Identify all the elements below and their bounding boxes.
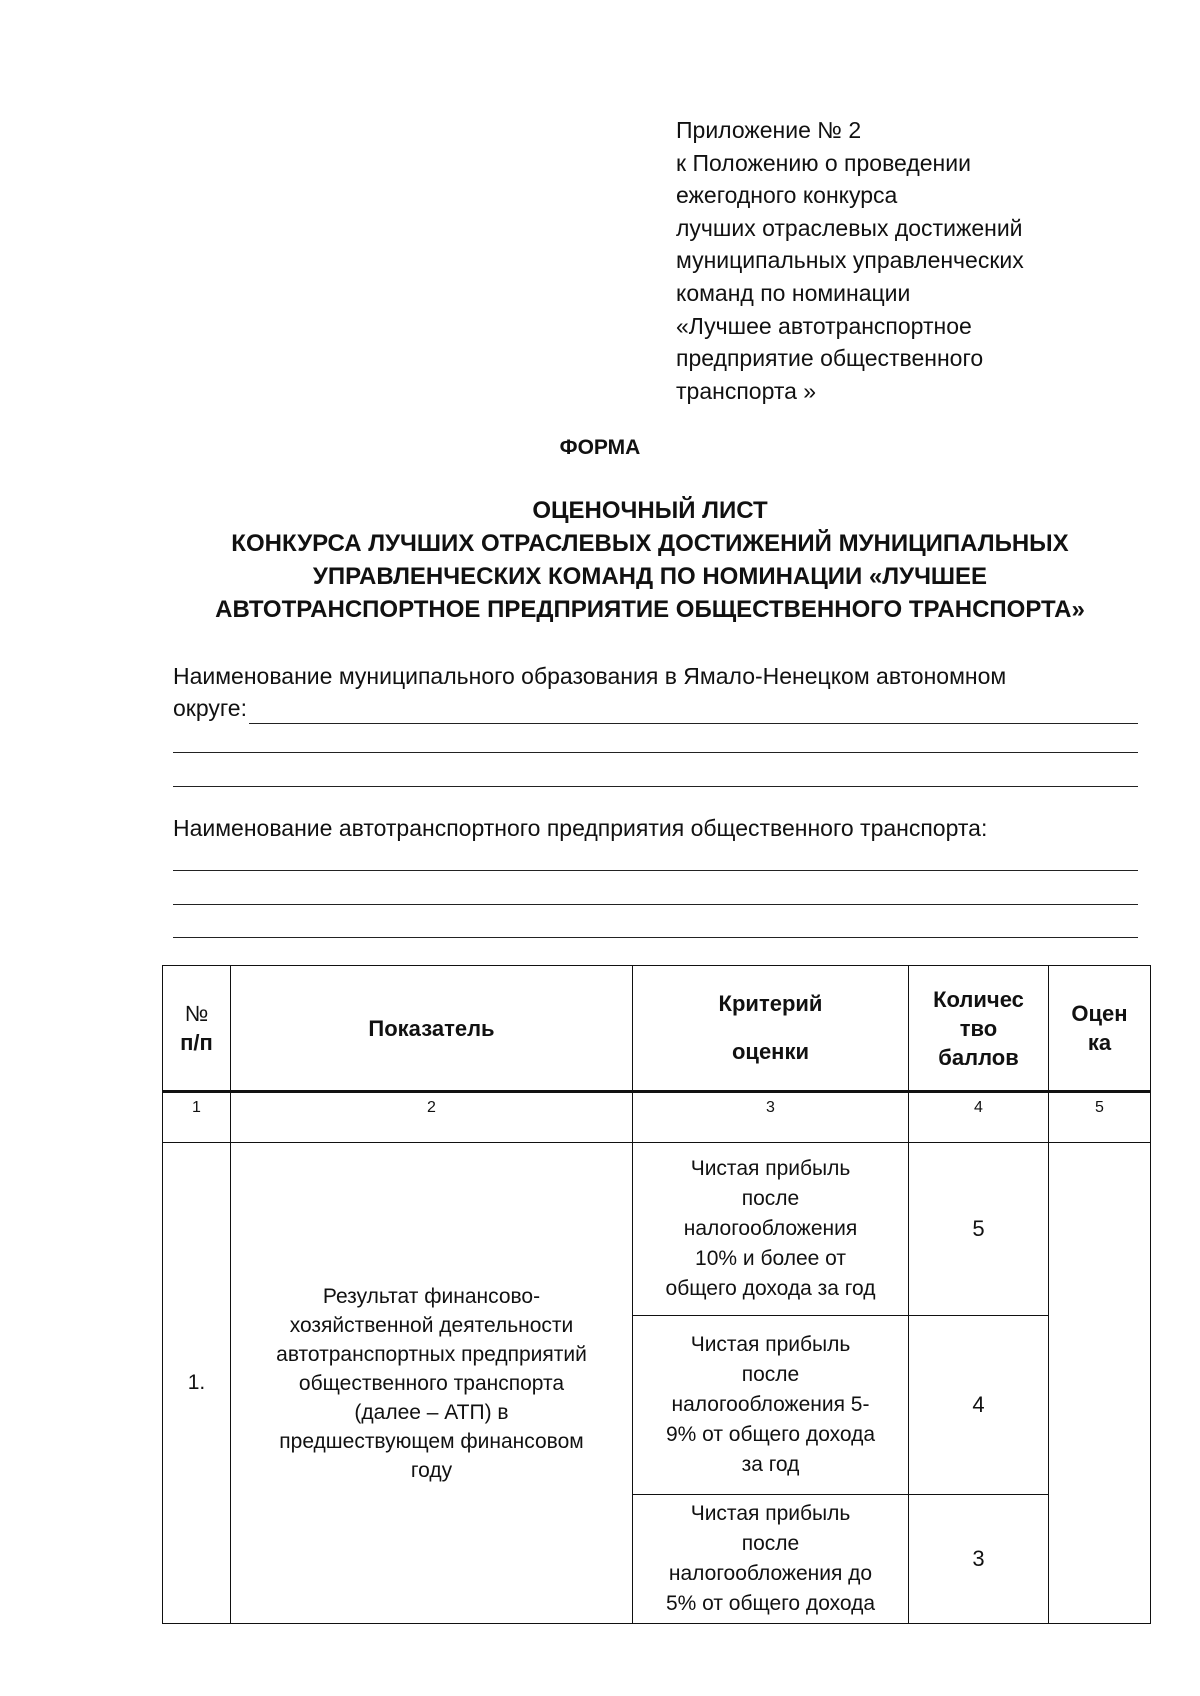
criterion-line: 5% от общего дохода — [665, 1592, 876, 1615]
column-number-row — [163, 1092, 1151, 1143]
appendix-line: предприятие общественного — [676, 345, 984, 372]
criterion-line: за год — [741, 1453, 800, 1476]
municipality-label-line2 — [173, 692, 1138, 724]
indicator-line: (далее – АТП) в — [354, 1400, 509, 1424]
header-num-line: п/п — [180, 1030, 213, 1055]
municipality-input-line-3[interactable] — [173, 786, 1138, 787]
municipality-field — [173, 660, 1138, 724]
column-number: 4 — [909, 1092, 1049, 1143]
municipality-input-line-2[interactable] — [173, 752, 1138, 753]
header-num — [163, 966, 231, 1092]
title-line: АВТОТРАНСПОРТНОЕ ПРЕДПРИЯТИЕ ОБЩЕСТВЕННОГО ТРАНСПОРТА» — [215, 596, 1085, 623]
row-indicator — [231, 1143, 633, 1624]
table-header-row — [163, 966, 1151, 1092]
points-cell: 3 — [909, 1495, 1049, 1624]
indicator-line: общественного транспорта — [298, 1371, 565, 1395]
criterion-line: общего дохода за год — [665, 1277, 876, 1300]
municipality-label-suffix: округе: — [173, 695, 247, 721]
header-points-line: тво — [959, 1015, 998, 1041]
enterprise-input-line-3[interactable] — [173, 937, 1138, 938]
criterion-line: после — [741, 1187, 800, 1210]
appendix-line: ежегодного конкурса — [676, 182, 898, 209]
evaluation-table — [162, 965, 1151, 1624]
page-title — [160, 494, 1140, 626]
header-points-line: Количес — [933, 986, 1024, 1012]
criterion-line: после — [741, 1363, 800, 1386]
header-score — [1049, 966, 1151, 1092]
header-criterion — [633, 966, 909, 1092]
column-number: 1 — [163, 1092, 231, 1143]
form-label: ФОРМА — [559, 436, 641, 459]
column-number: 5 — [1049, 1092, 1151, 1143]
criterion-cell — [633, 1143, 909, 1316]
enterprise-input-line-2[interactable] — [173, 904, 1138, 905]
header-points-line: баллов — [938, 1044, 1019, 1070]
header-score-line: Оцен — [1071, 1001, 1128, 1026]
header-points — [909, 966, 1049, 1092]
indicator-line: предшествующем финансовом — [279, 1429, 584, 1453]
appendix-line: Приложение № 2 — [676, 117, 862, 143]
header-score-line: ка — [1087, 1030, 1112, 1055]
appendix-line: «Лучшее автотранспортное — [676, 312, 972, 339]
header-indicator: Показатель — [231, 966, 633, 1092]
enterprise-input-line-1[interactable] — [173, 870, 1138, 871]
appendix-line: команд по номинации — [676, 279, 911, 306]
title-line: УПРАВЛЕНЧЕСКИХ КОМАНД ПО НОМИНАЦИИ «ЛУЧШЕЕ — [312, 563, 988, 590]
title-line: ОЦЕНОЧНЫЙ ЛИСТ — [532, 497, 768, 524]
municipality-input-line[interactable] — [249, 697, 1138, 724]
indicator-line: Результат финансово- — [322, 1284, 541, 1308]
criterion-line: налогообложения 5- — [671, 1393, 870, 1416]
header-criterion-line: Критерий — [718, 991, 823, 1016]
indicator-line: автотранспортных предприятий — [276, 1342, 587, 1366]
criterion-line: Чистая прибыль — [690, 1502, 851, 1525]
row-number: 1. — [163, 1143, 231, 1624]
criterion-line: 9% от общего дохода — [665, 1423, 876, 1446]
criterion-line: налогообложения — [683, 1217, 858, 1240]
indicator-line: хозяйственной деятельности — [289, 1313, 574, 1337]
criterion-cell — [633, 1495, 909, 1624]
criterion-cell — [633, 1316, 909, 1495]
criterion-line: 10% и более от — [695, 1247, 846, 1270]
appendix-note — [676, 114, 1116, 407]
criterion-line: Чистая прибыль — [690, 1157, 851, 1180]
appendix-line: лучших отраслевых достижений — [676, 214, 1023, 241]
appendix-line: муниципальных управленческих — [676, 247, 1024, 274]
table-row — [163, 1143, 1151, 1316]
criterion-line: после — [741, 1532, 800, 1555]
enterprise-field — [173, 812, 1138, 844]
header-criterion-line: оценки — [731, 1039, 810, 1064]
column-number: 3 — [633, 1092, 909, 1143]
appendix-line: к Положению о проведении — [676, 149, 971, 176]
appendix-line: транспорта » — [676, 377, 817, 404]
header-num-line: № — [184, 1001, 209, 1026]
title-line: КОНКУРСА ЛУЧШИХ ОТРАСЛЕВЫХ ДОСТИЖЕНИЙ МУНИЦИПАЛЬНЫХ — [231, 530, 1069, 557]
points-cell: 4 — [909, 1316, 1049, 1495]
enterprise-label: Наименование автотранспортного предприятия общественного транспорта: — [173, 815, 988, 841]
score-cell[interactable] — [1049, 1143, 1151, 1624]
column-number: 2 — [231, 1092, 633, 1143]
points-cell: 5 — [909, 1143, 1049, 1316]
indicator-line: году — [410, 1458, 453, 1482]
municipality-label: Наименование муниципального образования в Ямало-Ненецком автономном — [173, 663, 1007, 689]
criterion-line: Чистая прибыль — [690, 1333, 851, 1356]
criterion-line: налогообложения до — [668, 1562, 873, 1585]
